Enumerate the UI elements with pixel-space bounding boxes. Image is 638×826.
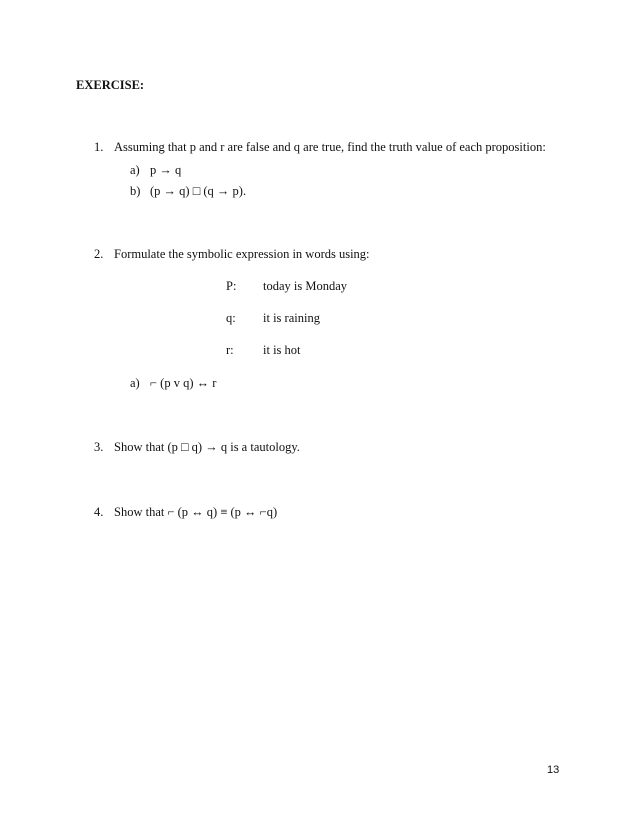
part-label: b) [130,184,141,198]
part-label: a) [130,163,140,177]
definition-symbol-p: P: [226,279,237,293]
question-number: 4. [94,505,104,519]
question-4 [94,505,277,520]
definition-symbol-r: r: [226,343,234,357]
definition-meaning-r: it is hot [263,343,301,357]
question-number: 1. [94,140,104,154]
question-2 [94,247,370,262]
question-3 [94,440,300,455]
question-1 [94,140,546,155]
question-1-part-a [130,163,181,178]
question-number: 2. [94,247,104,261]
question-1-part-b [130,184,246,199]
page-number: 13 [547,764,560,776]
question-text: Formulate the symbolic expression in words using: [114,247,370,261]
part-label: a) [130,376,140,390]
definition-symbol-q: q: [226,311,236,325]
question-number: 3. [94,440,104,454]
question-2-part-a [130,376,216,391]
definition-meaning-q: it is raining [263,311,320,325]
exercise-heading: EXERCISE: [76,78,145,92]
part-text: p → q [150,163,182,177]
question-text: Show that ⌐ (p ↔ q) ≡ (p ↔ ⌐q) [114,505,278,519]
part-text: (p → q) □ (q → p). [150,184,247,198]
part-text: ⌐ (p v q) ↔ r [150,376,217,390]
question-text: Assuming that p and r are false and q are true, find the truth value of each proposition: [114,140,546,154]
definition-meaning-p: today is Monday [263,279,348,293]
question-text: Show that (p □ q) → q is a tautology. [114,440,300,454]
